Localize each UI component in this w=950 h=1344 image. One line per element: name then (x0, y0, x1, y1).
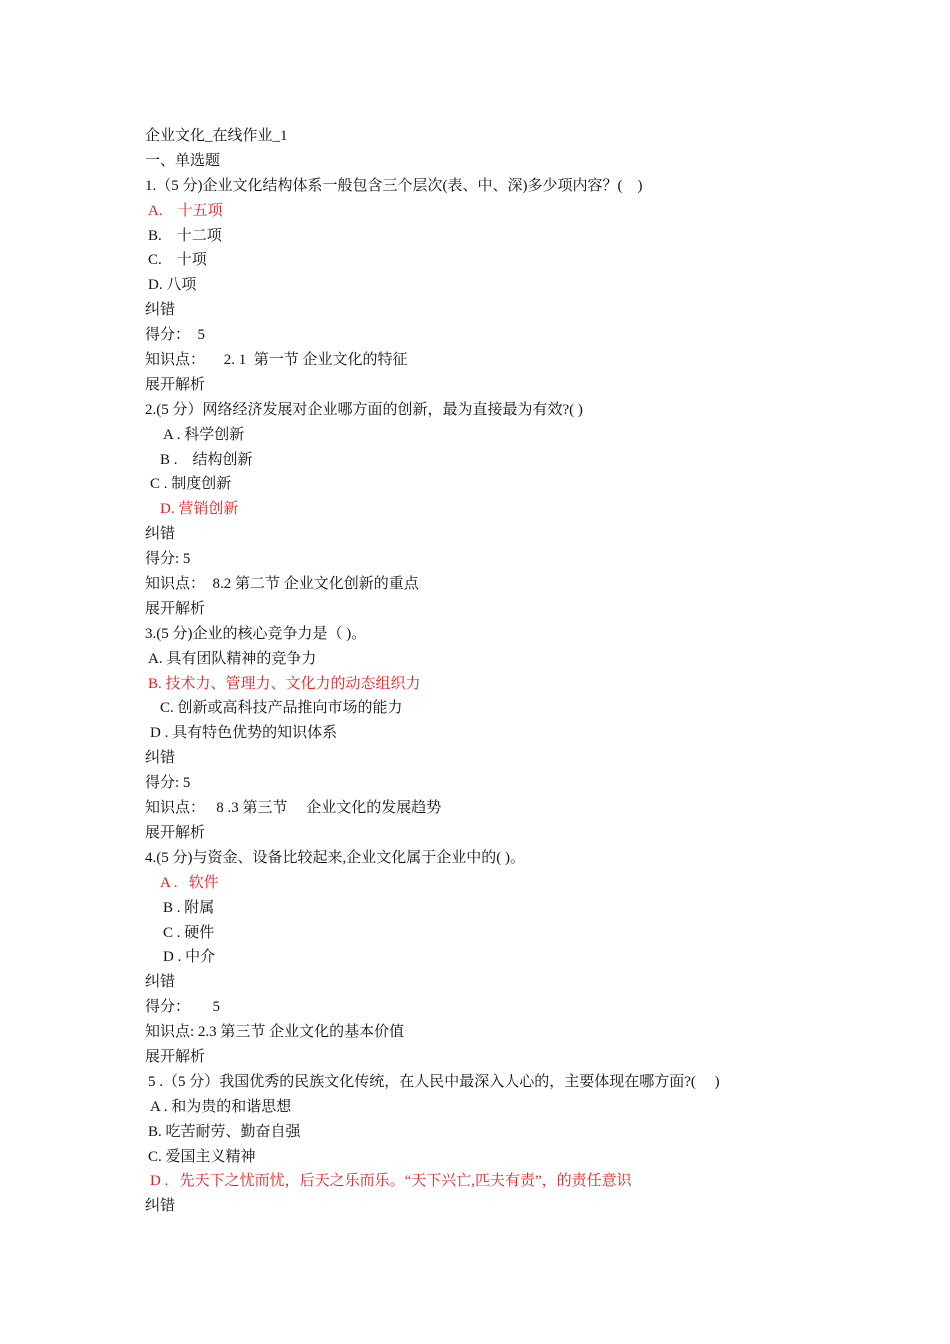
question-5-stem: 5 .（5 分）我国优秀的民族文化传统，在人民中最深入人心的，主要体现在哪方面?( ) (148, 1073, 720, 1090)
question-3-option-b: B. 技术力、管理力、文化力的动态组织力 (148, 675, 421, 692)
question-1-correction-link[interactable]: 纠错 (145, 302, 176, 319)
question-3-correction-link[interactable]: 纠错 (145, 750, 176, 767)
question-1-score: 得分： 5 (145, 327, 206, 344)
question-3-stem: 3.(5 分)企业的核心竞争力是（ )。 (145, 625, 367, 642)
question-3-option-a: A. 具有团队精神的竞争力 (148, 650, 317, 667)
question-1-expand-analysis[interactable]: 展开解析 (145, 376, 206, 393)
question-5-option-b: B. 吃苦耐劳、勤奋自强 (148, 1123, 301, 1140)
question-4-option-a: A . 软件 (160, 874, 219, 891)
document-body (145, 124, 845, 1219)
question-2-option-c: C . 制度创新 (150, 476, 232, 493)
question-2-expand-analysis[interactable]: 展开解析 (145, 600, 206, 617)
question-3-score: 得分: 5 (145, 775, 191, 792)
question-3-option-c: C. 创新或高科技产品推向市场的能力 (160, 700, 403, 717)
question-2-option-d: D. 营销创新 (160, 501, 239, 518)
question-2-knowledge-point: 知识点： 8.2 第二节 企业文化创新的重点 (145, 576, 419, 593)
question-4-score: 得分： 5 (145, 999, 221, 1016)
question-4-option-d: D . 中介 (163, 949, 216, 966)
question-3-expand-analysis[interactable]: 展开解析 (145, 824, 206, 841)
question-4-option-b: B . 附属 (163, 899, 215, 916)
question-2-stem: 2.(5 分）网络经济发展对企业哪方面的创新，最为直接最为有效?( ) (145, 401, 583, 418)
document-title: 企业文化_在线作业_1 (145, 128, 288, 144)
question-2-option-b: B . 结构创新 (160, 451, 253, 468)
question-1-option-a: A. 十五项 (148, 202, 223, 219)
question-4-option-c: C . 硬件 (163, 924, 215, 941)
question-4-expand-analysis[interactable]: 展开解析 (145, 1048, 206, 1065)
question-2-score: 得分: 5 (145, 551, 191, 568)
question-1-stem: 1.（5 分)企业文化结构体系一般包含三个层次(表、中、深)多少项内容？( ) (145, 177, 643, 194)
question-2-option-a: A . 科学创新 (163, 426, 245, 443)
question-3-knowledge-point: 知识点： 8 .3 第三节 企业文化的发展趋势 (145, 800, 442, 817)
question-1-option-b: B. 十二项 (148, 227, 222, 244)
question-4-knowledge-point: 知识点: 2.3 第三节 企业文化的基本价值 (145, 1024, 405, 1041)
question-5-correction-link[interactable]: 纠错 (145, 1198, 176, 1215)
section-heading: 一、单选题 (145, 152, 221, 169)
question-5-option-d: D . 先天下之忧而忧，后天之乐而乐。“天下兴亡,匹夫有责”，的责任意识 (150, 1173, 632, 1190)
question-1-option-d: D. 八项 (148, 277, 197, 294)
question-1-knowledge-point: 知识点： 2. 1 第一节 企业文化的特征 (145, 352, 408, 369)
question-4-correction-link[interactable]: 纠错 (145, 974, 176, 991)
question-3-option-d: D . 具有特色优势的知识体系 (150, 725, 338, 742)
question-5-option-a: A . 和为贵的和谐思想 (150, 1098, 292, 1115)
question-1-option-c: C. 十项 (148, 252, 207, 269)
question-4-stem: 4.(5 分)与资金、设备比较起来,企业文化属于企业中的( )。 (145, 849, 525, 866)
question-2-correction-link[interactable]: 纠错 (145, 526, 176, 543)
question-5-option-c: C. 爱国主义精神 (148, 1148, 256, 1165)
